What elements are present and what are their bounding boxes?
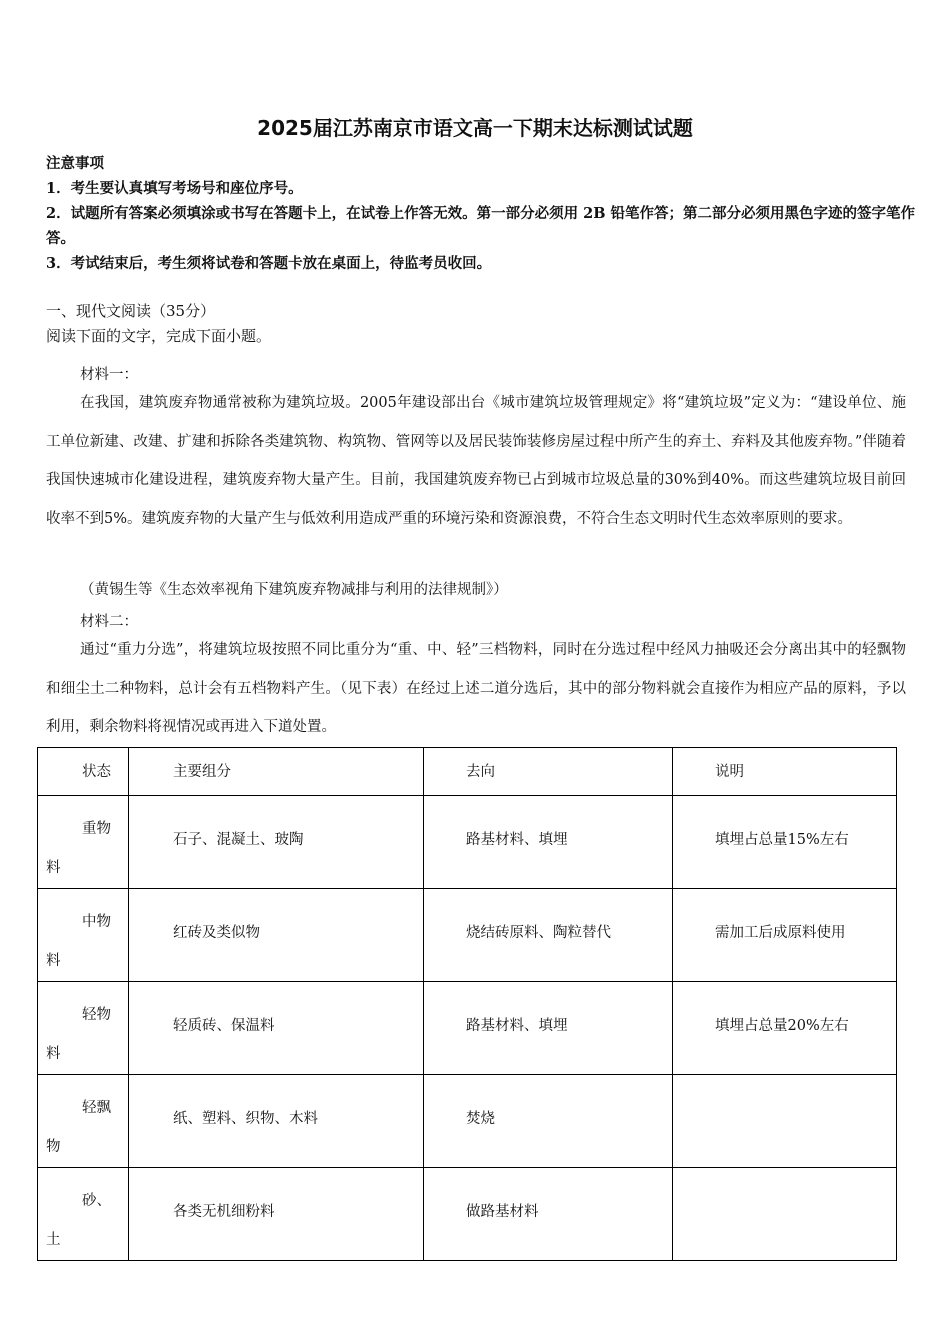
table-header-cell: 状态 (82, 764, 111, 780)
material2-text: 通过“重力分选”，将建筑垃圾按照不同比重分为“重、中、轻”三档物料，同时在分选过程中经风力抽吸还会分离出其中的轻飘物和细尘土二种物料，总计会有五档物料产生。（见下表）在经过上述二道分选后，其中的部分物料就会直接作为相应产品的原料，予以利用，剩余物料将视情况或再进入下道处置。 (46, 642, 906, 735)
table-row (38, 1168, 897, 1261)
state-cell: 重物 (82, 821, 111, 837)
table-row (38, 1075, 897, 1168)
table-header-cell: 去向 (466, 764, 495, 780)
component-cell: 各类无机细粉料 (173, 1204, 275, 1220)
section-heading: 一、现代文阅读（35分） (46, 302, 216, 320)
component-cell: 轻质砖、保温料 (173, 1018, 275, 1034)
material2-label: 材料二： (80, 614, 138, 630)
component-cell: 石子、混凝土、玻陶 (173, 832, 304, 848)
table-header-row (38, 748, 897, 796)
destination-cell: 路基材料、填埋 (466, 1018, 568, 1034)
table-header-cell: 说明 (715, 764, 744, 780)
table-header-cell: 主要组分 (173, 764, 231, 780)
note-cell (673, 1168, 896, 1200)
state-cell: 料 (46, 860, 61, 876)
destination-cell: 路基材料、填埋 (466, 832, 568, 848)
state-cell: 轻物 (82, 1007, 111, 1023)
note-cell: 需加工后成原料使用 (715, 925, 846, 941)
note-cell: 填埋占总量20%左右 (715, 1018, 849, 1034)
notice-heading: 注意事项 (46, 155, 104, 172)
notice-item: 2．试题所有答案必须填涂或书写在答题卡上，在试卷上作答无效。第一部分必须用 2B 铅笔作答；第二部分必须用黑色字迹的签字笔作答。 (46, 205, 916, 247)
note-cell (673, 1075, 896, 1107)
component-cell: 红砖及类似物 (173, 925, 260, 941)
notice-section (46, 151, 916, 276)
destination-cell: 焚烧 (466, 1111, 495, 1127)
table-row (38, 796, 897, 889)
materials-table (37, 747, 897, 1261)
table-row (38, 982, 897, 1075)
state-cell: 料 (46, 1046, 61, 1062)
section-instruction: 阅读下面的文字，完成下面小题。 (46, 327, 272, 345)
component-cell: 纸、塑料、织物、木料 (173, 1111, 318, 1127)
state-cell: 轻飘 (82, 1100, 111, 1116)
state-cell: 中物 (82, 914, 111, 930)
material1-source: （黄锡生等《生态效率视角下建筑废弃物减排与利用的法律规制》） (80, 582, 508, 598)
state-cell: 土 (46, 1232, 61, 1248)
state-cell: 砂、 (82, 1193, 111, 1209)
exam-title: 2025届江苏南京市语文高一下期末达标测试试题 (257, 116, 693, 140)
note-cell: 填埋占总量15%左右 (715, 832, 849, 848)
destination-cell: 烧结砖原料、陶粒替代 (466, 925, 611, 941)
destination-cell: 做路基材料 (466, 1204, 539, 1220)
state-cell: 物 (46, 1139, 61, 1155)
notice-item: 1．考生要认真填写考场号和座位序号。 (46, 180, 303, 197)
material1-label: 材料一： (80, 367, 138, 383)
material1-text: 在我国，建筑废弃物通常被称为建筑垃圾。2005年建设部出台《城市建筑垃圾管理规定》将“建筑垃圾”定义为：“建设单位、施工单位新建、改建、扩建和拆除各类建筑物、构筑物、管网等以及居民装饰装修房屋过程中所产生的弃土、弃料及其他废弃物。”伴随着我国快速城市化建设进程，建筑废弃物大量产生。目前，我国建筑废弃物已占到城市垃圾总量的30%到40%。而这些建筑垃圾目前回收率不到5%。建筑废弃物的大量产生与低效利用造成严重的环境污染和资源浪费，不符合生态文明时代生态效率原则的要求。 (46, 395, 906, 527)
notice-item: 3．考试结束后，考生须将试卷和答题卡放在桌面上，待监考员收回。 (46, 255, 492, 272)
state-cell: 料 (46, 953, 61, 969)
table-row (38, 889, 897, 982)
